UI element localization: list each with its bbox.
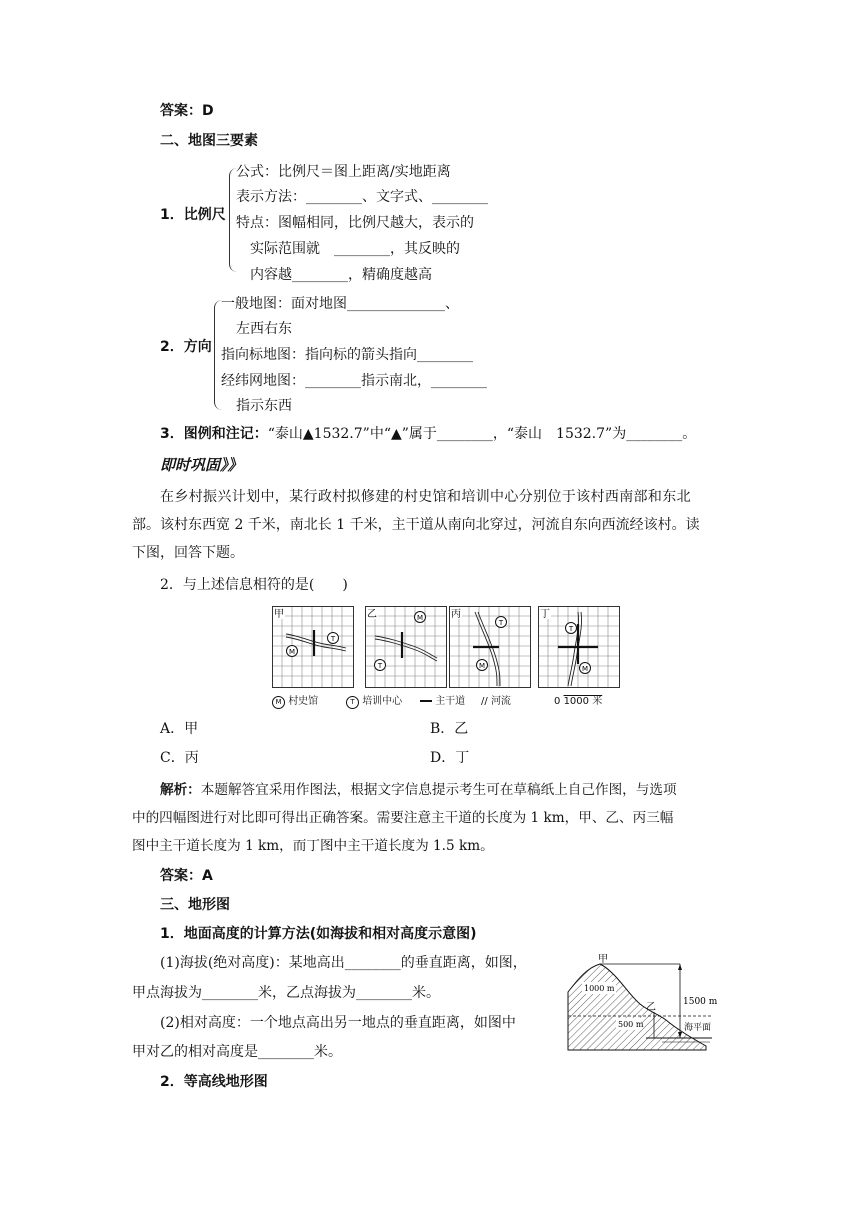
passage-line-1: 在乡村振兴计划中，某行政村拟修建的村史馆和培训中心分别位于该村西南部和东北 [160,489,691,505]
panel-label-yi: 乙 [367,609,377,620]
map-panel-yi [365,606,447,688]
m-symbol: M [288,648,296,656]
analysis-line-1 [160,780,677,800]
legend-training-label: 培训中心 [362,696,403,707]
legend-road [420,692,465,707]
panel-label-bing: 丙 [451,609,461,620]
map-panel-bing [449,606,531,688]
direction-pointer: 指向标地图：指向标的箭头指向________ [221,347,473,363]
scale-formula: 公式：比例尺＝图上距离/实地距离 [236,164,451,180]
point-jia-label: 甲 [598,954,608,965]
analysis-text-1: 本题解答宜采用作图法，根据文字信息提示考生可在草稿纸上自己作图，与选项 [200,782,677,798]
height-1000m: 1000 m [584,984,615,993]
t-symbol: T [568,625,574,633]
legend-note [160,424,696,444]
height-1500m: 1500 m [683,997,718,1007]
passage-line-3: 下图，回答下题。 [132,545,244,561]
legend-road-label: 主干道 [435,696,466,707]
answer-2: 答案：A [160,868,213,884]
t-symbol: T [330,635,336,643]
question-2: 2．与上述信息相符的是( ) [160,577,348,593]
direction-grid-2: 指示东西 [236,398,292,414]
direction-general-1: 一般地图：面对地图______________、 [221,296,459,312]
sea-level-label: 海平面 [684,1023,712,1033]
contour-map-title: 2．等高线地形图 [160,1074,268,1090]
t-symbol: T [346,696,359,709]
legend-river-label: 河流 [490,696,511,707]
legend-training [346,692,402,709]
option-c: C．丙 [160,750,199,766]
m-symbol: M [272,696,285,709]
map-panel-ding [538,606,620,688]
answer-1: 答案：D [160,103,214,119]
legend-museum-label: 村史馆 [288,696,319,707]
option-b: B．乙 [430,721,469,737]
t-symbol: T [377,662,383,670]
m-symbol: M [416,614,424,622]
legend-river [481,692,511,707]
section-3-title: 三、地形图 [160,897,230,913]
panel-label-jia: 甲 [274,609,284,620]
altitude-line-1: (1)海拔(绝对高度)：某地高出________的垂直距离，如图， [160,955,527,971]
analysis-line-2: 中的四幅图进行对比即可得出正确答案。需要注意主干道的长度为 1 km，甲、乙、丙三幅 [132,810,674,826]
legend-scale [554,692,602,707]
legend-museum [272,692,318,709]
map-panel-jia [272,606,354,688]
m-symbol: M [478,662,486,670]
relative-height-line-1: (2)相对高度：一个地点高出另一地点的垂直距离，如图中 [160,1015,516,1031]
height-500m: 500 m [618,1020,644,1029]
altitude-line-2: 甲点海拔为________米，乙点海拔为________米。 [132,985,440,1001]
option-a: A．甲 [160,721,199,737]
altitude-diagram [562,954,720,1054]
legend-note-title: 3．图例和注记： [160,426,268,442]
scale-text: 1000 米 [563,696,603,707]
scale-zero: 0 [554,696,561,707]
passage-line-2: 部。该村东西宽 2 千米，南北长 1 千米，主干道从南向北穿过，河流自东向西流经该村。读 [132,517,700,533]
scale-feature-1: 特点：图幅相同，比例尺越大，表示的 [236,215,474,231]
m-symbol: M [581,665,589,673]
t-symbol: T [498,619,504,627]
direction-general-2: 左西右东 [236,321,292,337]
scale-feature-3: 内容越________，精确度越高 [250,267,432,283]
legend-note-text: “泰山▲1532.7”中“▲”属于________，“泰山 1532.7”为________。 [267,426,697,442]
scale-feature-2: 实际范围就 ________，其反映的 [250,241,460,257]
analysis-label: 解析： [160,782,201,798]
relative-height-line-2: 甲对乙的相对高度是________米。 [132,1044,342,1060]
point-yi-label: 乙 [646,1002,656,1013]
analysis-line-3: 图中主干道长度为 1 km，而丁图中主干道长度为 1.5 km。 [132,838,494,854]
section-2-title: 二、地图三要素 [160,133,258,149]
road-line-icon [420,700,432,702]
river-icon: // [481,696,488,707]
height-method-title: 1．地面高度的计算方法(如海拔和相对高度示意图) [160,926,477,942]
scale-methods: 表示方法：________、文字式、________ [236,189,488,205]
direction-grid-1: 经纬网地图：________指示南北，________ [221,373,487,389]
scale-label: 1．比例尺 [160,207,226,223]
direction-label: 2．方向 [160,339,212,355]
consolidate-title: 即时巩固》》 [160,456,243,474]
option-d: D．丁 [430,750,470,766]
panel-label-ding: 丁 [540,609,550,620]
